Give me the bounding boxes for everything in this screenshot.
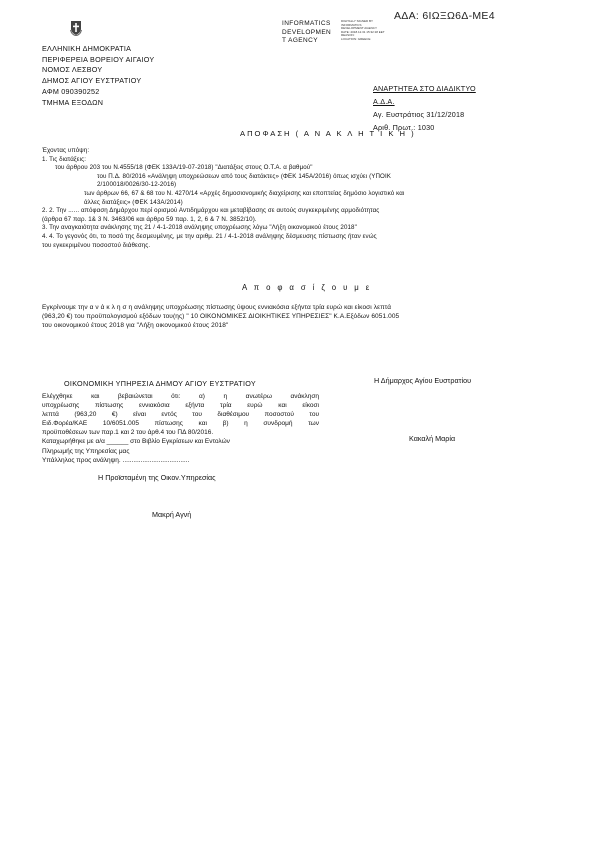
greek-emblem-icon [70,20,82,36]
economic-line: Ελέγχθηκε και βεβαιώνεται ότι: α) η ανωτέρω ανάκληση [42,393,319,400]
digital-signature-details [341,20,385,42]
consideration-line: του Π.Δ. 80/2016 «Ανάληψη υποχρεώσεων από τους διατάκτες» (ΦΕΚ 145Α/2016) όπως ισχύει (ΥΠΟΙΚ [97,172,391,180]
decision-text [42,303,399,330]
signature-detail-line: DEVELOPMENT AGENCY [341,26,377,31]
economic-line: Υπάλληλος προς ανάληψη. ..................................... [42,456,190,464]
protocol-number: Αριθ. Πρωτ.: 1030 [373,123,435,132]
consideration-line: 4. 4. Το γεγονός ότι, το ποσό της δεσμευμένης, με την αριθμ. 21 / 4-1-2018 ανάληψης δέσμευσης πίστωσης ήταν ενώς [42,232,377,240]
posting-ada-label: Α.Δ.Α. [373,97,395,106]
finance-head-title: Η Προϊσταμένη της Οικον.Υπηρεσίας [98,473,216,482]
economic-line: Πληρωμής της Υπηρεσίας μας [42,447,130,455]
consideration-line: Έχοντας υπόψη: [42,147,90,154]
issuer-line: ΑΦΜ 090390252 [42,86,100,96]
consideration-line: 2. 2. Την ...... απόφαση Δημάρχου περί ορισμού Αντιδημάρχου και μεταβίβασης σε αυτούς συγκεκριμένης αρμοδιότητας [42,207,380,215]
consideration-line: (άρθρα 67 παρ. 1& 3 Ν. 3463/06 και άρθρο 59 παρ. 1, 2, 6 & 7 Ν. 3852/10). [42,215,257,223]
place-date: Αγ. Ευστράτιος 31/12/2018 [373,110,465,119]
signature-agency-block [282,20,331,46]
agency-line: INFORMATICS [282,20,331,27]
decision-line: του οικονομικού έτους 2018 για "Λήξη οικονομικού έτους 2018" [42,322,229,329]
signature-detail-line: REASON: [341,33,355,38]
consideration-line: 3. Την αναγκαιότητα ανάκλησης της 21 / 4-1-2018 ανάληψης υποχρέωσης λόγω "Λήξη οικονομικού έτους 2018" [42,224,357,232]
signature-detail-line: DATE: 2018.12.31 15:32:18 EET [341,29,385,34]
economic-service-title: ΟΙΚΟΝΟΜΙΚΗ ΥΠΗΡΕΣΙΑ ΔΗΜΟΥ ΑΓΙΟΥ ΕΥΣΤΡΑΤΙΟΥ [64,379,257,388]
issuer-line: ΠΕΡΙΦΕΡΕΙΑ ΒΟΡΕΙΟΥ ΑΙΓΑΙΟΥ [42,54,155,64]
agency-line: T AGENCY [282,37,318,45]
economic-line: προϋποθέσεων των παρ.1 και 2 του άρθ.4 του ΠΔ 80/2016. [42,429,214,437]
issuer-line: ΤΜΗΜΑ ΕΞΟΔΩΝ [42,97,104,107]
consideration-line: του εγκεκριμένου ποσοστού διάθεσης. [42,241,151,249]
consideration-line: του άρθρου 203 του Ν.4555/18 (ΦΕΚ 133Α/19-07-2018) "Διατάξεις στους Ο.Τ.Α. α βαθμού" [55,164,313,172]
consideration-line: 1. Τις διατάξεις: [42,155,87,163]
signature-detail-line: LOCATION: GREECE [341,36,371,41]
economic-line: υποχρέωσης πίστωσης εννιακόσια εξήντα τρία ευρώ και είκοσι [42,402,319,410]
consideration-line: των άρθρων 66, 67 & 68 του Ν. 4270/14 «Αρχές δημοσιονομικής διαχείρισης και εποπτείας δημόσιο λογιστικό και [84,189,405,197]
finance-head-name: Μακρή Αγνή [152,510,192,519]
signature-detail-line: INFORMATICS [341,22,362,27]
considerations-block [42,147,404,250]
signature-detail-line: DIGITALLY SIGNED BY [341,19,374,23]
consideration-line: άλλες διατάξεις» (ΦΕΚ 143Α/2014) [84,198,183,206]
mayor-name: Κακαλή Μαρία [409,434,456,443]
posting-title: ΑΝΑΡΤΗΤΕΑ ΣΤΟ ΔΙΑΔΙΚΤΥΟ [373,84,476,93]
economic-line: λεπτά (963,20 €) είναι εντός του διαθέσιμου ποσοστού του [42,411,319,419]
posting-block [373,82,476,134]
issuer-line: ΝΟΜΟΣ ΛΕΣΒΟΥ [42,65,103,75]
economic-line: Καταχωρήθηκε με α/α ______ στο Βιβλίο Εγκρίσεων και Εντολών [42,438,230,446]
decision-title: ΑΠΟΦΑΣΗ ( Α Ν Α Κ Λ Η Τ Ι Κ Η ) [240,129,416,138]
issuer-line: ΔΗΜΟΣ ΑΓΙΟΥ ΕΥΣΤΡΑΤΙΟΥ [42,76,142,86]
decide-title: Α π ο φ α σ ί ζ ο υ μ ε [242,283,372,292]
consideration-line: 2/100018/0026/30-12-2016) [97,181,177,189]
economic-service-block [42,392,319,465]
issuer-block [42,44,154,108]
issuer-line: ΕΛΛΗΝΙΚΗ ΔΗΜΟΚΡΑΤΙΑ [42,44,132,53]
economic-line: Ειδ.Φορέα/ΚΑΕ 10/6051.005 πίστωσης και β) η συνδρομή των [42,420,319,428]
agency-line: DEVELOPMEN [282,28,332,36]
mayor-title: Η Δήμαρχος Αγίου Ευστρατίου [374,376,472,385]
decision-line: Εγκρίνουμε την α ν ά κ λ η σ η ανάληψης υποχρέωσης πίστωσης ύψους εννιακόσια εξήντα τρία ευρώ και είκοσι λεπτά [42,304,392,311]
decision-line: (963,20 €) του προϋπολογισμού εξόδων του(ης) " 10 ΟΙΚΟΝΟΜΙΚΕΣ ΔΙΟΙΚΗΤΙΚΕΣ ΥΠΗΡΕΣΙΕΣ" Κ.Α.Εξόδων 6051.005 [42,313,400,320]
ada-code: ΑΔΑ: 6ΙΩΞΩ6Δ-ΜΕ4 [394,10,495,22]
